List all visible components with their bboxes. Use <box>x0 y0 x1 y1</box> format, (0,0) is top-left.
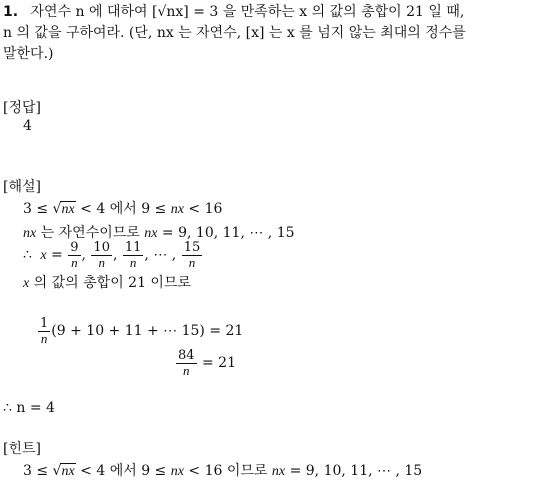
equation-result-rhs: = 21 <box>202 355 236 371</box>
nx-symbol-3: nx <box>271 464 286 479</box>
solution-step-3 <box>23 274 191 293</box>
step-2-text: 는 자연수이므로 <box>40 225 140 241</box>
equation-sum <box>37 314 243 348</box>
equation-result <box>175 346 236 380</box>
nx-symbol-2: nx <box>144 226 158 241</box>
equation-sum-rhs: (9 + 10 + 11 + ⋯ 15) = 21 <box>51 323 244 339</box>
inequality-expression: 3 ≤ √nx < 4 <box>23 201 106 217</box>
fraction-9-n: $\frac{9}{n}$ <box>70 239 79 270</box>
answer-value: 4 <box>23 118 32 134</box>
inequality-result: 9 ≤ nx < 16 <box>141 201 223 217</box>
step-1-connector: 에서 <box>109 201 137 217</box>
solution-conclusion: ∴ n = 4 <box>3 400 55 416</box>
fraction-15-n: $\frac{15}{n}$ <box>183 239 201 270</box>
therefore-symbol: ∴ <box>23 247 32 263</box>
solution-header: [해설] <box>3 179 41 195</box>
fraction-1-n: $\frac{1}{n}$ <box>40 315 49 346</box>
eq2-numerator: 84 <box>178 347 195 363</box>
step-3-text: 의 값의 총합이 21 이므로 <box>33 275 192 291</box>
hint-values: = 9, 10, 11, ⋯ , 15 <box>289 463 423 479</box>
hint-inequality: 3 ≤ √nx < 4 <box>23 463 106 479</box>
nx-symbol: nx <box>23 226 37 241</box>
hint-inequality-result: 9 ≤ nx < 16 <box>141 463 223 479</box>
problem-line-3 <box>3 45 53 63</box>
x-var: x <box>40 248 47 263</box>
hint-text <box>23 462 422 481</box>
problem-text-2: n 의 값을 구하여라. (단, nx 는 자연수, [x] 는 x 를 넘지 않는 최대의 정수를 <box>3 25 466 41</box>
x-var-2: x <box>23 276 30 291</box>
step-2-values: = 9, 10, 11, ⋯ , 15 <box>161 225 295 241</box>
hint-connector: 에서 <box>109 463 137 479</box>
problem-line-2 <box>3 24 466 42</box>
fraction-10-n: $\frac{10}{n}$ <box>93 239 110 270</box>
fraction-84-n: $\frac{84}{n}$ <box>178 347 195 378</box>
problem-text-1: 자연수 n 에 대하여 [√nx] = 3 을 만족하는 x 의 값의 총합이 21 일 때, <box>30 4 465 20</box>
answer-header: [정답] <box>3 100 41 116</box>
problem-line-1 <box>3 3 464 21</box>
solution-step-x-values: ∴ x = $\frac{9}{n}$ , $\frac{10}{n}$ , $\frac{11}{n}$ , ⋯ , $\frac{15}{n}$ <box>23 239 201 270</box>
fraction-11-n: $\frac{11}{n}$ <box>124 239 142 270</box>
problem-number: 1. <box>3 4 19 20</box>
hint-header: [힌트] <box>3 441 41 457</box>
solution-step-1 <box>23 200 222 219</box>
problem-text-3: 말한다.) <box>3 46 54 62</box>
hint-therefore: 이므로 <box>226 463 268 479</box>
